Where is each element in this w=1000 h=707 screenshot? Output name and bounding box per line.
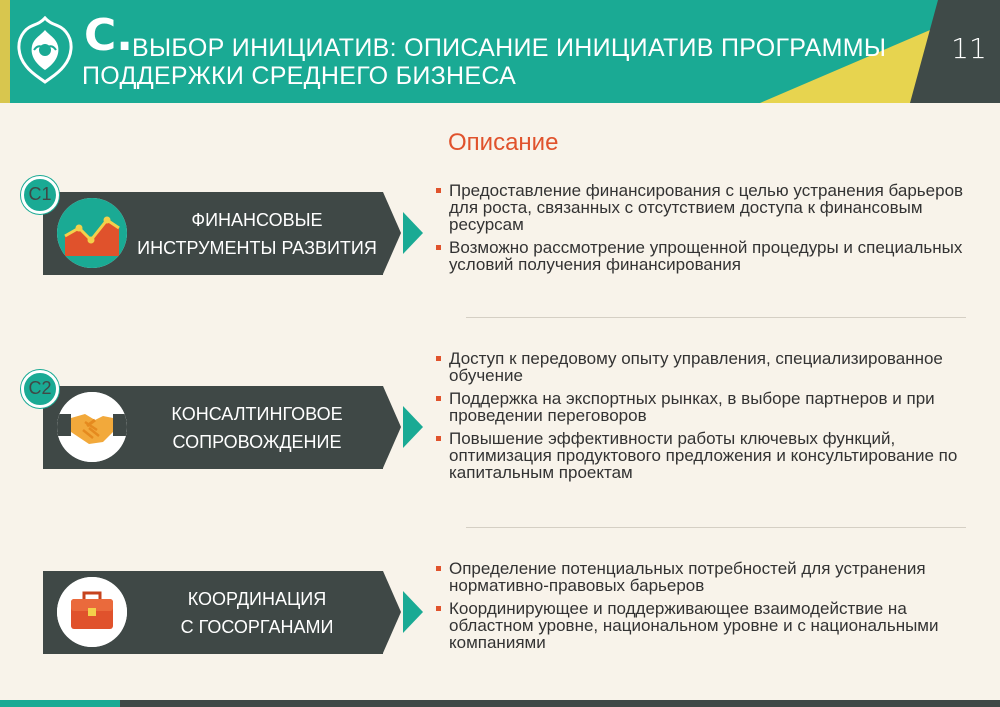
bullet-square-icon <box>436 436 441 441</box>
page-title-line1: ВЫБОР ИНИЦИАТИВ: ОПИСАНИЕ ИНИЦИАТИВ ПРОГРАММЫ <box>132 34 887 62</box>
initiative-label-line1: ФИНАНСОВЫЕ <box>191 209 323 230</box>
growth-chart-icon <box>57 198 127 268</box>
section-letter: C. <box>84 10 134 61</box>
initiative-label-line2: С ГОСОРГАНАМИ <box>180 616 334 637</box>
initiative-card-c1 <box>43 192 383 275</box>
list-item: Возможно рассмотрение упрощенной процедуры и специальных условий получения финансирования <box>436 239 986 273</box>
divider <box>466 527 966 528</box>
bullet-square-icon <box>436 356 441 361</box>
initiative-c1-bullets <box>436 182 986 279</box>
list-item: Повышение эффективности работы ключевых функций, оптимизация продуктового предложения и консультирование по капитальным проектам <box>436 430 986 481</box>
initiative-code-badge: C2 <box>21 370 59 408</box>
initiative-code-badge: C1 <box>21 176 59 214</box>
header-banner <box>0 0 1000 103</box>
header-accent-stripe <box>0 0 10 103</box>
chevron-right-icon <box>403 591 423 633</box>
list-item: Поддержка на экспортных рынках, в выборе партнеров и при проведении переговоров <box>436 390 986 424</box>
footer-accent <box>0 700 120 707</box>
bullet-square-icon <box>436 606 441 611</box>
initiative-c3-bullets <box>436 560 986 657</box>
initiative-label <box>131 571 383 654</box>
initiative-card-c3 <box>43 571 383 654</box>
bullet-square-icon <box>436 188 441 193</box>
chevron-right-icon <box>403 406 423 448</box>
initiative-label-line1: КОНСАЛТИНГОВОЕ <box>171 403 343 424</box>
initiative-card-c2 <box>43 386 383 469</box>
chevron-right-icon <box>403 212 423 254</box>
briefcase-icon <box>57 577 127 647</box>
list-item: Определение потенциальных потребностей для устранения нормативно-правовых барьеров <box>436 560 986 594</box>
page-number: 11 <box>951 32 987 65</box>
card-arrow <box>383 192 401 274</box>
initiative-label <box>131 386 383 469</box>
bullet-square-icon <box>436 245 441 250</box>
description-heading: Описание <box>448 129 559 156</box>
list-item: Координирующее и поддерживающее взаимодействие на областном уровне, национальном уровне и с национальными компаниями <box>436 600 986 651</box>
divider <box>466 317 966 318</box>
card-arrow <box>383 571 401 653</box>
list-item: Доступ к передовому опыту управления, специализированное обучение <box>436 350 986 384</box>
initiative-label <box>131 192 383 275</box>
initiative-label-line1: КООРДИНАЦИЯ <box>187 588 327 609</box>
bullet-square-icon <box>436 566 441 571</box>
initiative-label-line2: ИНСТРУМЕНТЫ РАЗВИТИЯ <box>137 237 377 258</box>
footer-bar <box>0 700 1000 707</box>
page-title-line2: ПОДДЕРЖКИ СРЕДНЕГО БИЗНЕСА <box>82 62 517 90</box>
initiative-c2-bullets <box>436 350 986 487</box>
card-arrow <box>383 386 401 468</box>
list-item: Предоставление финансирования с целью устранения барьеров для роста, связанных с отсутствием доступа к финансовым ресурсам <box>436 182 986 233</box>
page-number-box-cut <box>910 0 938 103</box>
ornament-logo-icon <box>14 16 76 84</box>
initiative-label-line2: СОПРОВОЖДЕНИЕ <box>172 431 342 452</box>
bullet-square-icon <box>436 396 441 401</box>
handshake-icon <box>57 392 127 462</box>
